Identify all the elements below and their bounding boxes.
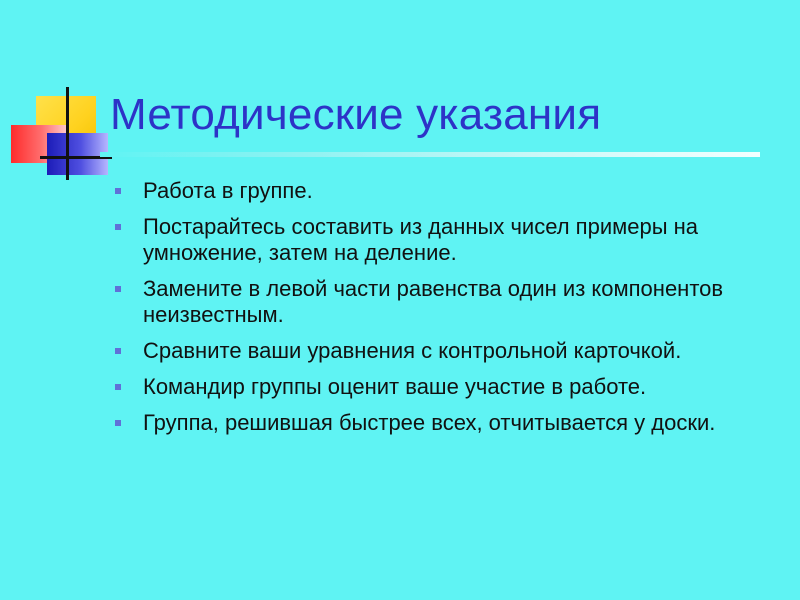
title-underline [100,152,760,157]
bullet-text: Работа в группе. [143,178,313,203]
bullet-text: Замените в левой части равенства один из компонентов неизвестным. [143,276,724,327]
bullet-item [110,276,770,328]
square-bullet-icon [115,384,121,390]
bullet-item [110,338,770,364]
bullet-text: Командир группы оценит ваше участие в работе. [143,374,647,399]
bullet-text: Группа, решившая быстрее всех, отчитывается у доски. [143,410,716,435]
square-bullet-icon [115,286,121,292]
bullet-list [110,178,770,446]
square-bullet-icon [115,188,121,194]
bullet-text: Постарайтесь составить из данных чисел примеры на умножение, затем на деление. [143,214,699,265]
bullet-item [110,374,770,400]
bullet-item [110,410,770,436]
bullet-item [110,214,770,266]
square-bullet-icon [115,224,121,230]
decorative-squares-logo [0,0,120,190]
square-bullet-icon [115,348,121,354]
slide-title: Методические указания [110,90,602,139]
bullet-text: Сравните ваши уравнения с контрольной карточкой. [143,338,682,363]
square-bullet-icon [115,420,121,426]
blue-square [47,133,108,175]
bullet-item [110,178,770,204]
vertical-line [66,87,69,180]
